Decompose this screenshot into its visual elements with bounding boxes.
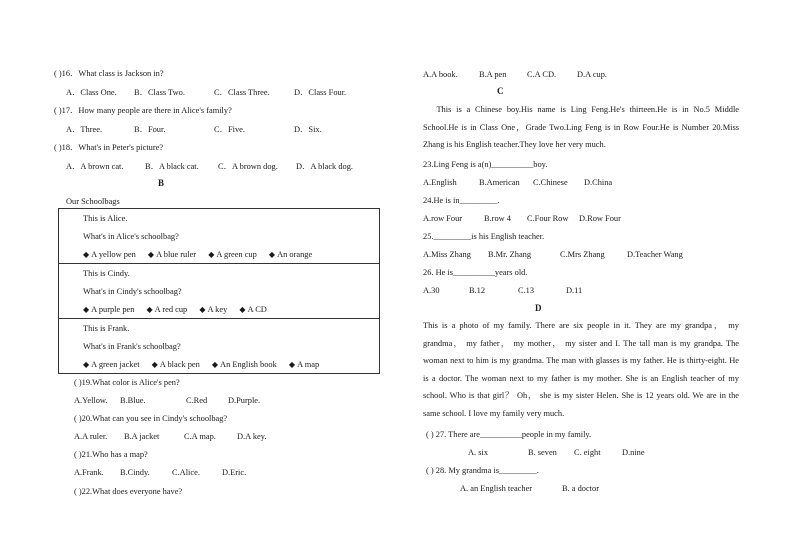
q24-option-b: B.row 4 (484, 214, 511, 223)
q20-option-b: B.A jacket (124, 432, 160, 441)
item: A CD (247, 305, 267, 314)
diamond-bullet-icon: ◆ (288, 360, 296, 369)
q21-stem: ( )21.Who has a map? (74, 450, 148, 459)
row-question: What's in Frank's schoolbag? (83, 342, 181, 351)
q18-option-a: A．A brown cat. (66, 162, 124, 171)
row-question: What's in Cindy's schoolbag? (83, 287, 182, 296)
q27-option-b: B. seven (528, 448, 557, 457)
row-intro: This is Alice. (83, 214, 128, 223)
q28-stem: ( ) 28. My grandma is_________. (426, 466, 539, 475)
diamond-bullet-icon: ◆ (199, 305, 206, 314)
q23-option-a: A.English (423, 178, 457, 187)
q26-stem: 26. He is__________years old. (423, 268, 528, 277)
q26-option-b: B.12 (469, 286, 486, 295)
q26-option-c: C.13 (518, 286, 535, 295)
item: An orange (277, 250, 313, 259)
q22-option-c: C.A CD. (527, 70, 557, 79)
q20-stem: ( )20.What can you see in Cindy's schoolbag? (74, 414, 228, 423)
row-items (83, 359, 329, 370)
q24-option-d: D.Row Four (579, 214, 621, 223)
q21-option-d: D.Eric. (222, 468, 247, 477)
item: A green cup (216, 250, 257, 259)
q17-stem: ( )17．How many people are there in Alice's family? (54, 106, 232, 115)
q16-option-b: B．Class Two. (134, 88, 185, 97)
item: An English book (220, 360, 277, 369)
passage-c: This is a Chinese boy.His name is Ling Feng.He's thirteen.He is in No.5 Middle School.He is in Class One，Grade Two.Ling Feng is in Row Four.He is Number 20.Miss Zhang is his English teacher.They love her very much. (423, 105, 739, 149)
q24-option-a: A.row Four (423, 214, 463, 223)
q25-option-d: D.Teacher Wang (627, 250, 683, 259)
item: A purple pen (91, 305, 135, 314)
schoolbag-row-alice (59, 209, 379, 264)
section-c-heading: C (497, 86, 504, 96)
diamond-bullet-icon: ◆ (83, 250, 90, 259)
item: A key (207, 305, 228, 314)
diamond-bullet-icon: ◆ (146, 305, 153, 314)
q22-stem: ( )22.What does everyone have? (74, 487, 183, 496)
item: A green jacket (91, 360, 140, 369)
q22-option-a: A.A book. (423, 70, 458, 79)
q28-option-b: B. a doctor (562, 484, 599, 493)
q18-option-b: B．A black cat. (145, 162, 199, 171)
q25-option-c: C.Mrs Zhang (560, 250, 605, 259)
q20-option-a: A.A ruler. (74, 432, 108, 441)
item: A map (297, 360, 320, 369)
q19-option-a: A.Yellow. (74, 396, 108, 405)
item: A black pen (159, 360, 200, 369)
diamond-bullet-icon: ◆ (147, 250, 155, 259)
passage-d: This is a photo of my family. There are six people in it. They are my grandpa， my grandma， my father， my mother， my sister and I. The tall man is my grandpa. The woman next to him is my grandma. The man with glasses is my father. He is thirty-eight. He is a doctor. The woman next to my father is my mother. She is an English teacher of my school. Who is that girl？ Oh， she is my sister Helen. She is 12 years old. We are in the same school. I love my family very much. (423, 321, 739, 418)
schoolbags-table (58, 208, 380, 374)
schoolbag-row-frank (59, 319, 379, 373)
schoolbag-row-cindy (59, 264, 379, 319)
q27-option-a: A. six (468, 448, 489, 457)
q17-option-d: D．Six. (294, 125, 322, 134)
q21-option-c: C.Alice. (172, 468, 200, 477)
q16-option-a: A．Class One. (66, 88, 117, 97)
q19-option-d: D.Purple. (228, 396, 261, 405)
q19-option-c: C.Red (186, 396, 208, 405)
section-d-heading: D (535, 303, 542, 313)
q20-option-d: D.A key. (237, 432, 267, 441)
diamond-bullet-icon: ◆ (151, 360, 158, 369)
item: A yellow pen (91, 250, 136, 259)
q23-option-c: C.Chinese (533, 178, 568, 187)
diamond-bullet-icon: ◆ (239, 305, 246, 314)
q25-stem: 25._________is his English teacher. (423, 232, 545, 241)
diamond-bullet-icon: ◆ (83, 305, 90, 314)
row-items (83, 304, 277, 315)
row-intro: This is Cindy. (83, 269, 130, 278)
diamond-bullet-icon: ◆ (83, 360, 90, 369)
q23-option-b: B.American (479, 178, 520, 187)
q21-option-b: B.Cindy. (120, 468, 150, 477)
q24-option-c: C.Four Row (527, 214, 569, 223)
item: A blue ruler (156, 250, 197, 259)
q20-option-c: C.A map. (184, 432, 216, 441)
q19-option-b: B.Blue. (120, 396, 146, 405)
q21-option-a: A.Frank. (74, 468, 104, 477)
q26-option-d: D.11 (566, 286, 583, 295)
q16-option-c: C．Class Three. (214, 88, 270, 97)
q18-option-d: D．A black dog. (296, 162, 353, 171)
q28-option-a: A. an English teacher (460, 484, 533, 493)
row-question: What's in Alice's schoolbag? (83, 232, 179, 241)
q25-option-a: A.Miss Zhang (423, 250, 471, 259)
q22-option-b: B.A pen (479, 70, 507, 79)
diamond-bullet-icon: ◆ (211, 360, 219, 369)
q22-option-d: D.A cup. (577, 70, 608, 79)
q25-option-b: B.Mr. Zhang (488, 250, 532, 259)
row-items (83, 249, 322, 260)
q26-option-a: A.30 (423, 286, 440, 295)
q18-option-c: C．A brown dog. (218, 162, 278, 171)
q19-stem: ( )19.What color is Alice's pen? (74, 378, 180, 387)
row-intro: This is Frank. (83, 324, 130, 333)
q27-stem: ( ) 27. There are__________people in my family. (426, 430, 592, 439)
q18-stem: ( )18．What's in Peter's picture? (54, 143, 164, 152)
q23-stem: 23.Ling Feng is a(n)__________boy. (423, 160, 548, 169)
q16-stem: ( )16．What class is Jackson in? (54, 69, 164, 78)
q24-stem: 24.He is in_________. (423, 196, 500, 205)
section-b-heading: B (158, 178, 165, 188)
q16-option-d: D．Class Four. (294, 88, 347, 97)
item: A red cup (154, 305, 188, 314)
diamond-bullet-icon: ◆ (208, 250, 215, 259)
q27-option-c: C. eight (574, 448, 601, 457)
q23-option-d: D.China (584, 178, 613, 187)
q27-option-d: D.nine (622, 448, 645, 457)
q17-option-b: B．Four. (134, 125, 166, 134)
table-title: Our Schoolbags (66, 197, 120, 206)
q17-option-c: C．Five. (214, 125, 245, 134)
diamond-bullet-icon: ◆ (268, 250, 276, 259)
q17-option-a: A．Three. (66, 125, 103, 134)
